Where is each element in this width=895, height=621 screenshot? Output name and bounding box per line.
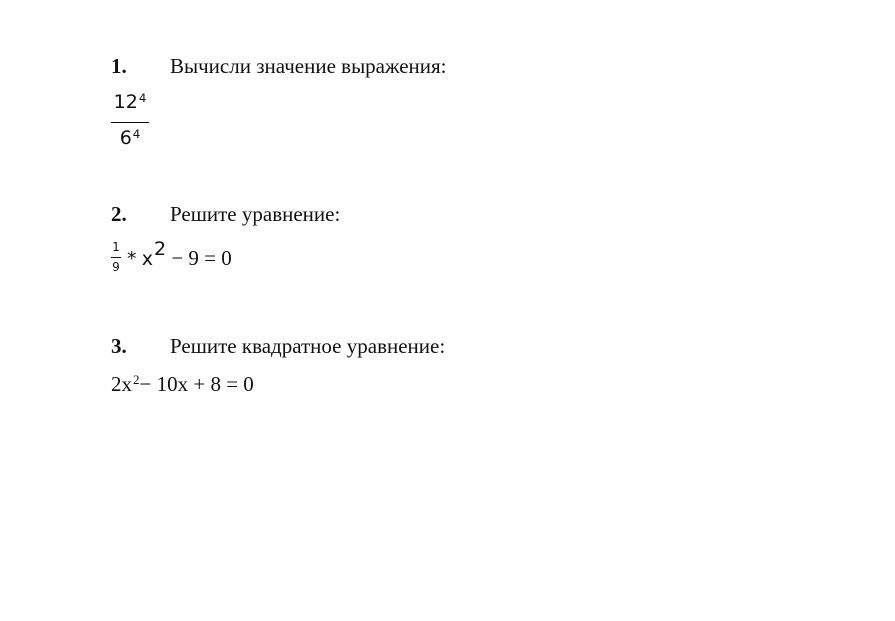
fraction-bar <box>111 122 149 123</box>
task-2-number: 2. <box>111 202 127 226</box>
task-1-prompt: Вычисли значение выражения: <box>170 54 447 78</box>
task-2-prompt: Решите уравнение: <box>170 202 341 226</box>
equation-rest: − 9 = 0 <box>171 246 232 270</box>
denominator-exponent: 4 <box>132 126 141 141</box>
multiply-operator: * <box>127 248 137 270</box>
fraction-denominator <box>111 126 149 152</box>
variable-exponent: 2 <box>154 237 167 260</box>
task-3-number: 3. <box>111 334 127 358</box>
variable: x <box>141 248 153 270</box>
fraction-numerator <box>111 90 149 116</box>
task-1-number: 1. <box>111 54 127 78</box>
small-fraction-numerator: 1 <box>112 240 120 254</box>
numerator-base: 12 <box>113 91 138 113</box>
leading-exponent: 2 <box>133 371 140 387</box>
small-fraction-bar <box>111 257 121 258</box>
equation-rest: − 10x + 8 = 0 <box>139 372 254 396</box>
denominator-base: 6 <box>119 127 132 149</box>
task-3-prompt: Решите квадратное уравнение: <box>170 334 446 358</box>
small-fraction-denominator: 9 <box>112 260 120 274</box>
task-1-expression <box>111 90 149 152</box>
equation-body <box>127 237 232 271</box>
task-3-expression <box>111 372 254 399</box>
numerator-exponent: 4 <box>138 90 147 105</box>
leading-term: 2x <box>111 372 132 396</box>
